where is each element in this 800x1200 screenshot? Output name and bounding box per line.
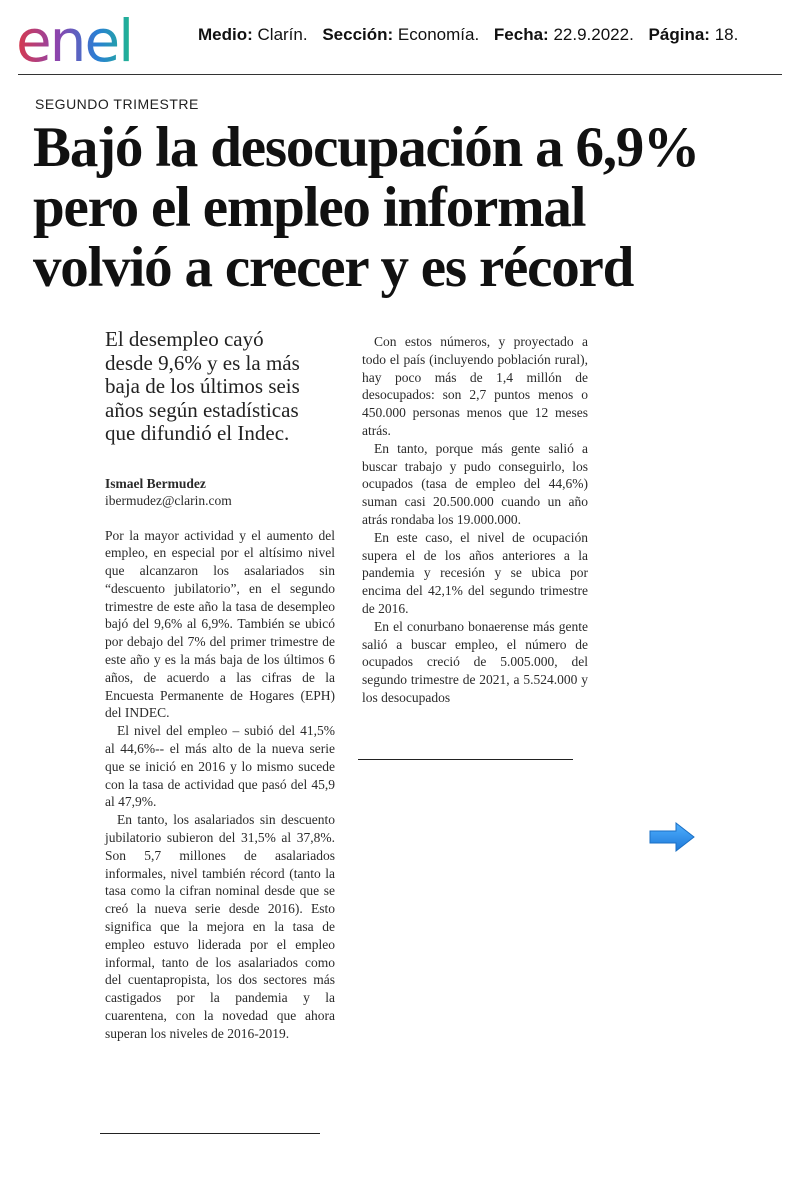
column-end-rule	[358, 759, 573, 760]
lead-line: El desempleo cayó	[105, 327, 264, 351]
lead-line: que difundió el Indec.	[105, 421, 290, 445]
pagina-value: 18.	[714, 25, 739, 44]
arrow-right-icon[interactable]	[648, 820, 696, 854]
article-kicker: SEGUNDO TRIMESTRE	[35, 96, 199, 112]
seccion-label: Sección:	[322, 25, 394, 44]
article-lead	[105, 328, 335, 446]
body-paragraph: El nivel del empleo – subió del 41,5% al 44,6%-- el más alto de la nueva serie que se inició en 2016 y lo mismo sucede con la tasa de actividad que pasó del 45,9 al 47,9%.	[105, 723, 335, 810]
lead-line: baja de los últimos seis	[105, 374, 300, 398]
lead-line: desde 9,6% y es la más	[105, 350, 300, 375]
author-name: Ismael Bermudez	[105, 475, 206, 491]
body-paragraph: Por la mayor actividad y el aumento del empleo, en especial por el altísimo nivel que alcanzaron los asalariados sin “descuento jubilatorio”, en el segundo trimestre de este año la tasa de desempleo bajó del 9,6% al 6,9%. También se ubicó por debajo del 7% del primer trimestre de este año y es la más baja de los últimos 6 años, de acuerdo a las cifras de la Encuesta Permanente de Hogares (EPH) del INDEC.	[105, 527, 335, 721]
body-paragraph: En tanto, los asalariados sin descuento jubilatorio subieron del 31,5% al 37,8%. Son 5,7 millones de asalariados informales, nivel también récord (tanto la tasa como la cifran nominal desde que se creó la nueva serie desde 2016). Esto significa que la mejora en la tasa de empleo estuvo liderada por el empleo informal, tanto de los asalariados como del cuentapropista, los dos sectores más castigados por la pandemia y la cuarentena, con la novedad que ahora superan los niveles de 2016-2019.	[105, 812, 335, 1041]
lead-line: años según estadísticas	[105, 397, 299, 422]
column-end-rule	[100, 1133, 320, 1134]
author-email[interactable]: ibermudez@clarin.com	[105, 492, 232, 508]
body-paragraph: En el conurbano bonaerense más gente salió a buscar empleo, el número de ocupados creció de 5.005.000, del segundo trimestre de 2021, a 5.524.000 y los desocupados	[362, 618, 588, 705]
medio-value: Clarín.	[257, 25, 308, 44]
article-headline	[33, 118, 783, 298]
fecha-label: Fecha:	[493, 25, 549, 44]
clipping-meta	[198, 25, 748, 45]
medio-label: Medio:	[198, 25, 253, 44]
body-paragraph: Con estos números, y proyectado a todo el país (incluyendo población rural), hay poco más de 1,4 millón de desocupados: son 2,7 puntos menos o 450.000 personas menos que 12 meses atrás.	[362, 334, 588, 438]
article-column-1	[105, 328, 335, 1043]
body-paragraph: En este caso, el nivel de ocupación supera el de los años anteriores a la pandemia y recesión y se ubica por encima del 42,1% del segundo trimestre de 2016.	[362, 529, 588, 616]
headline-line: volvió a crecer y es récord	[33, 236, 634, 299]
headline-line: pero el empleo informal	[33, 176, 586, 239]
svg-text:enel: enel	[16, 7, 133, 70]
article-column-2	[362, 333, 588, 707]
seccion-value: Economía.	[397, 25, 480, 44]
body-paragraph: En tanto, porque más gente salió a buscar trabajo y pudo conseguirlo, los ocupados (tasa de empleo del 44,6%) suman casi 20.500.000 cuando un año atrás rondaba los 19.000.000.	[362, 440, 588, 527]
headline-line: Bajó la desocupación a 6,9%	[33, 116, 699, 179]
clipping-header	[0, 0, 800, 76]
pagina-label: Página:	[648, 25, 710, 44]
enel-logo	[16, 6, 176, 70]
header-divider	[18, 74, 782, 75]
fecha-value: 22.9.2022.	[553, 25, 634, 44]
